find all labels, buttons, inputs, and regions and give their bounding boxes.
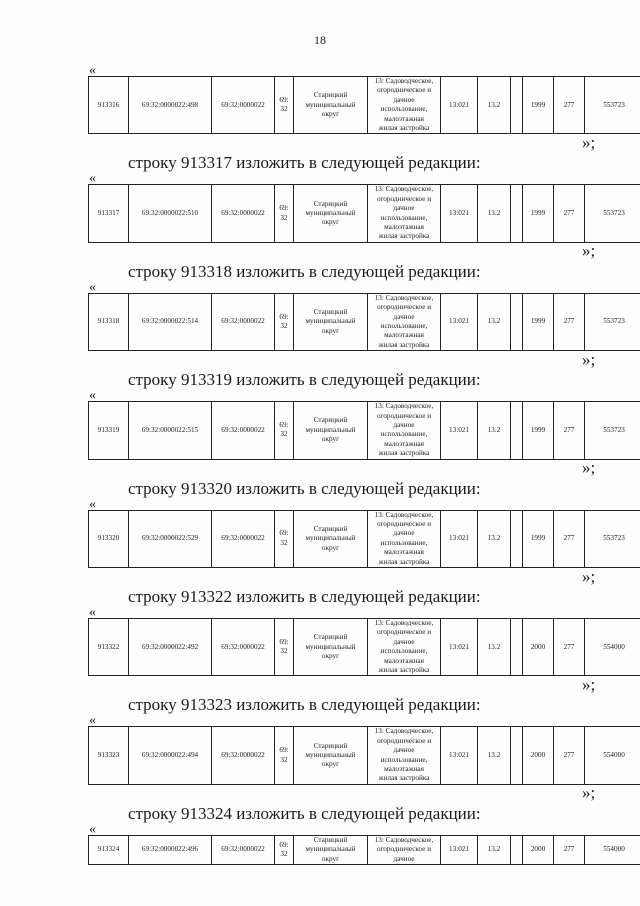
cell-cadastral: 69:32:0000022:514 [129,293,212,350]
cell-rate: 277 [554,293,585,350]
cell-district: Старицкий муниципальный округ [294,510,368,567]
open-quote: « [89,713,96,729]
cell-quarter: 69:32:0000022 [212,619,275,676]
registry-table [88,726,640,784]
cell-value: 13.2 [478,293,511,350]
table-row [89,293,640,350]
cell-district: Старицкий муниципальный округ [294,77,368,134]
close-quote: »; [582,133,596,152]
cell-district: Старицкий муниципальный округ [294,185,368,242]
cell-code: 13:021 [441,185,478,242]
cell-value: 13.2 [478,727,511,784]
registry-table [88,184,640,242]
cell-cadastral: 69:32:0000022:496 [129,835,212,864]
cell-region-code: 69: 32 [275,510,294,567]
cell-cadastral: 69:32:0000022:492 [129,619,212,676]
cell-quarter: 69:32:0000022 [212,293,275,350]
cell-cadastral: 69:32:0000022:510 [129,185,212,242]
registry-table [88,618,640,676]
cell-district: Старицкий муниципальный округ [294,727,368,784]
cell-code: 13:021 [441,835,478,864]
amendment-intro: строку 913323 изложить в следующей редакции: [128,695,481,715]
amendment-intro: строку 913320 изложить в следующей редакции: [128,478,481,498]
cell-district: Старицкий муниципальный округ [294,619,368,676]
table-row [89,185,640,242]
cell-quarter: 69:32:0000022 [212,77,275,134]
open-quote: « [89,279,96,295]
cell-rate: 277 [554,185,585,242]
cell-id: 913324 [89,835,129,864]
cell-empty [511,510,523,567]
cell-land-use: 13: Садоводческое, огородническое и дачное использование, малоэтажная жилая застройка [368,185,441,242]
cell-empty [511,402,523,459]
cell-id: 913320 [89,510,129,567]
cell-amount: 554000 [585,727,640,784]
table-row [89,510,640,567]
cell-quarter: 69:32:0000022 [212,510,275,567]
cell-year: 1999 [523,77,554,134]
close-quote: »; [582,783,596,803]
cell-empty [511,727,523,784]
cell-land-use: 13: Садоводческое, огородническое и дачное использование, малоэтажная жилая застройка [368,77,441,134]
cell-id: 913316 [89,77,129,134]
cell-amount: 553723 [585,293,640,350]
cell-year: 2000 [523,727,554,784]
cell-region-code: 69: 32 [275,727,294,784]
cell-amount: 553723 [585,185,640,242]
cell-empty [511,293,523,350]
cell-code: 13:021 [441,293,478,350]
table-row [89,835,640,864]
cell-district: Старицкий муниципальный округ [294,402,368,459]
cell-quarter: 69:32:0000022 [212,185,275,242]
cell-rate: 277 [554,510,585,567]
cell-land-use: 13: Садоводческое, огородническое и дачное использование, малоэтажная жилая застройка [368,402,441,459]
open-quote: « [89,821,96,837]
close-quote: »; [582,458,596,478]
open-quote: « [89,171,96,187]
cell-land-use: 13: Садоводческое, огородническое и дачное использование, малоэтажная жилая застройка [368,619,441,676]
table-row [89,727,640,784]
cell-rate: 277 [554,402,585,459]
cell-value: 13.2 [478,77,511,134]
cell-cadastral: 69:32:0000022:529 [129,510,212,567]
cell-year: 1999 [523,293,554,350]
amendment-intro: строку 913319 изложить в следующей редакции: [128,370,481,390]
cell-region-code: 69: 32 [275,293,294,350]
cell-year: 1999 [523,510,554,567]
cell-year: 2000 [523,835,554,864]
cell-cadastral: 69:32:0000022:494 [129,727,212,784]
registry-table [88,293,640,351]
cell-empty [511,619,523,676]
cell-district: Старицкий муниципальный округ [294,835,368,864]
cell-code: 13:021 [441,619,478,676]
close-quote: »; [582,675,596,694]
registry-table [88,510,640,568]
cell-cadastral: 69:32:0000022:498 [129,77,212,134]
cell-rate: 277 [554,835,585,864]
cell-value: 13.2 [478,185,511,242]
cell-region-code: 69: 32 [275,77,294,134]
cell-land-use: 13: Садоводческое, огородническое и дачное [368,835,441,864]
cell-land-use: 13: Садоводческое, огородническое и дачное использование, малоэтажная жилая застройка [368,510,441,567]
cell-id: 913322 [89,619,129,676]
registry-table [88,835,640,865]
cell-amount: 553723 [585,510,640,567]
table-row [89,619,640,676]
cell-id: 913317 [89,185,129,242]
cell-value: 13.2 [478,402,511,459]
table-row [89,77,640,134]
cell-rate: 277 [554,77,585,134]
registry-table [88,76,640,134]
cell-rate: 277 [554,619,585,676]
cell-region-code: 69: 32 [275,185,294,242]
cell-amount: 553723 [585,402,640,459]
close-quote: »; [582,566,596,586]
amendment-intro: строку 913324 изложить в следующей редакции: [128,803,481,823]
cell-code: 13:021 [441,510,478,567]
cell-land-use: 13: Садоводческое, огородническое и дачное использование, малоэтажная жилая застройка [368,293,441,350]
cell-cadastral: 69:32:0000022:515 [129,402,212,459]
cell-code: 13:021 [441,402,478,459]
cell-quarter: 69:32:0000022 [212,835,275,864]
cell-code: 13:021 [441,727,478,784]
cell-district: Старицкий муниципальный округ [294,293,368,350]
cell-value: 13.2 [478,510,511,567]
cell-quarter: 69:32:0000022 [212,402,275,459]
open-quote: « [89,63,96,78]
cell-land-use: 13: Садоводческое, огородническое и дачное использование, малоэтажная жилая застройка [368,727,441,784]
table-row [89,402,640,459]
amendment-intro: строку 913322 изложить в следующей редакции: [128,587,481,606]
open-quote: « [89,388,96,404]
cell-empty [511,77,523,134]
cell-empty [511,185,523,242]
cell-value: 13.2 [478,619,511,676]
cell-quarter: 69:32:0000022 [212,727,275,784]
cell-empty [511,835,523,864]
cell-value: 13.2 [478,835,511,864]
registry-table [88,401,640,459]
cell-region-code: 69: 32 [275,619,294,676]
cell-year: 1999 [523,185,554,242]
cell-amount: 553723 [585,77,640,134]
cell-amount: 554000 [585,835,640,864]
open-quote: « [89,496,96,512]
cell-region-code: 69: 32 [275,835,294,864]
cell-region-code: 69: 32 [275,402,294,459]
cell-id: 913319 [89,402,129,459]
amendment-intro: строку 913318 изложить в следующей редакции: [128,261,481,281]
open-quote: « [89,605,96,620]
cell-code: 13:021 [441,77,478,134]
cell-year: 2000 [523,619,554,676]
close-quote: »; [582,241,596,261]
amendment-intro: строку 913317 изложить в следующей редакции: [128,153,481,173]
cell-id: 913318 [89,293,129,350]
cell-rate: 277 [554,727,585,784]
cell-year: 1999 [523,402,554,459]
cell-amount: 554000 [585,619,640,676]
page-number: 18 [314,33,326,47]
cell-id: 913323 [89,727,129,784]
close-quote: »; [582,349,596,369]
